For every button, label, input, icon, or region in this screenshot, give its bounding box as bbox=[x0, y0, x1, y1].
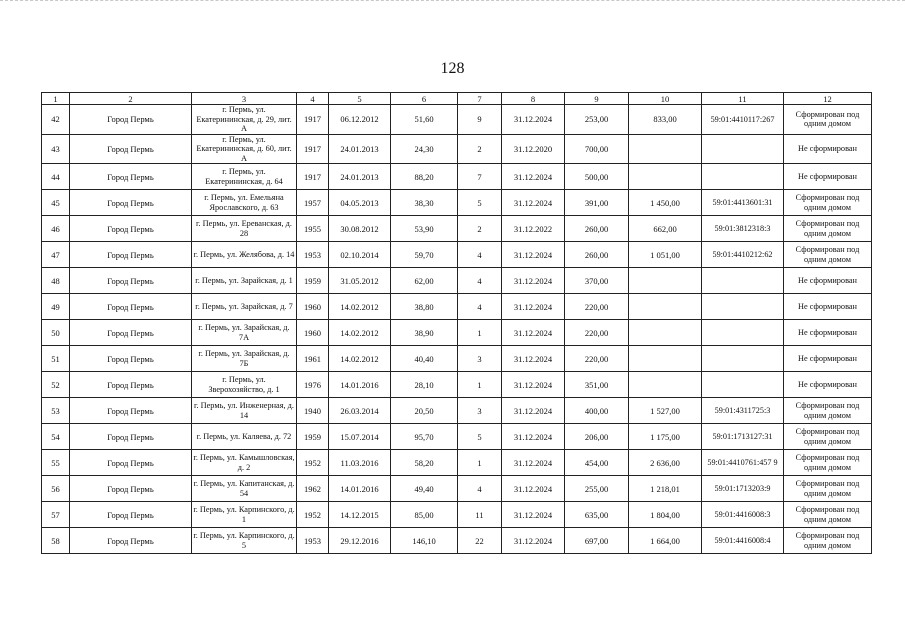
address-cell: г. Пермь, ул. Каляева, д. 72 bbox=[192, 424, 297, 450]
area-cell: 95,70 bbox=[391, 424, 458, 450]
area-cell: 58,20 bbox=[391, 450, 458, 476]
row-number-cell: 55 bbox=[42, 450, 70, 476]
deadline-cell: 31.12.2024 bbox=[502, 105, 565, 135]
recognition-date-cell: 30.08.2012 bbox=[329, 216, 391, 242]
address-cell: г. Пермь, ул. Емельяна Ярославского, д. 63 bbox=[192, 190, 297, 216]
address-cell: г. Пермь, ул. Екатерининская, д. 29, лит. А bbox=[192, 105, 297, 135]
cadastral-number-cell: 59:01:4410212:62 bbox=[702, 242, 784, 268]
land-status-cell: Не сформирован bbox=[784, 134, 872, 164]
value-col10-cell: 833,00 bbox=[629, 105, 702, 135]
build-year-cell: 1952 bbox=[297, 450, 329, 476]
recognition-date-cell: 14.01.2016 bbox=[329, 372, 391, 398]
table-row bbox=[42, 502, 872, 528]
land-status-cell: Не сформирован bbox=[784, 294, 872, 320]
municipality-cell: Город Пермь bbox=[70, 242, 192, 268]
header-cell: 5 bbox=[329, 93, 391, 105]
header-cell: 6 bbox=[391, 93, 458, 105]
area-cell: 85,00 bbox=[391, 502, 458, 528]
residents-count-cell: 4 bbox=[458, 476, 502, 502]
municipality-cell: Город Пермь bbox=[70, 294, 192, 320]
header-cell: 10 bbox=[629, 93, 702, 105]
header-cell: 1 bbox=[42, 93, 70, 105]
deadline-cell: 31.12.2024 bbox=[502, 528, 565, 554]
cadastral-number-cell bbox=[702, 320, 784, 346]
address-cell: г. Пермь, ул. Зарайская, д. 1 bbox=[192, 268, 297, 294]
area-cell: 59,70 bbox=[391, 242, 458, 268]
value-col9-cell: 351,00 bbox=[565, 372, 629, 398]
municipality-cell: Город Пермь bbox=[70, 372, 192, 398]
deadline-cell: 31.12.2020 bbox=[502, 134, 565, 164]
residents-count-cell: 22 bbox=[458, 528, 502, 554]
value-col10-cell bbox=[629, 294, 702, 320]
build-year-cell: 1940 bbox=[297, 398, 329, 424]
value-col9-cell: 220,00 bbox=[565, 294, 629, 320]
table-row bbox=[42, 216, 872, 242]
area-cell: 146,10 bbox=[391, 528, 458, 554]
area-cell: 53,90 bbox=[391, 216, 458, 242]
deadline-cell: 31.12.2024 bbox=[502, 450, 565, 476]
row-number-cell: 57 bbox=[42, 502, 70, 528]
value-col9-cell: 391,00 bbox=[565, 190, 629, 216]
residents-count-cell: 1 bbox=[458, 320, 502, 346]
value-col10-cell: 2 636,00 bbox=[629, 450, 702, 476]
value-col10-cell bbox=[629, 134, 702, 164]
land-status-cell: Сформирован под одним домом bbox=[784, 424, 872, 450]
residents-count-cell: 2 bbox=[458, 134, 502, 164]
municipality-cell: Город Пермь bbox=[70, 268, 192, 294]
build-year-cell: 1962 bbox=[297, 476, 329, 502]
area-cell: 88,20 bbox=[391, 164, 458, 190]
deadline-cell: 31.12.2024 bbox=[502, 320, 565, 346]
cadastral-number-cell bbox=[702, 294, 784, 320]
value-col10-cell bbox=[629, 268, 702, 294]
recognition-date-cell: 11.03.2016 bbox=[329, 450, 391, 476]
recognition-date-cell: 04.05.2013 bbox=[329, 190, 391, 216]
recognition-date-cell: 02.10.2014 bbox=[329, 242, 391, 268]
address-cell: г. Пермь, ул. Зарайская, д. 7Б bbox=[192, 346, 297, 372]
value-col9-cell: 260,00 bbox=[565, 216, 629, 242]
residents-count-cell: 7 bbox=[458, 164, 502, 190]
value-col10-cell: 1 527,00 bbox=[629, 398, 702, 424]
deadline-cell: 31.12.2024 bbox=[502, 268, 565, 294]
table-row bbox=[42, 398, 872, 424]
residents-count-cell: 4 bbox=[458, 242, 502, 268]
residents-count-cell: 3 bbox=[458, 346, 502, 372]
area-cell: 49,40 bbox=[391, 476, 458, 502]
cadastral-number-cell: 59:01:4416008:3 bbox=[702, 502, 784, 528]
deadline-cell: 31.12.2024 bbox=[502, 476, 565, 502]
deadline-cell: 31.12.2024 bbox=[502, 424, 565, 450]
cadastral-number-cell bbox=[702, 134, 784, 164]
residents-count-cell: 5 bbox=[458, 424, 502, 450]
area-cell: 24,30 bbox=[391, 134, 458, 164]
recognition-date-cell: 14.12.2015 bbox=[329, 502, 391, 528]
land-status-cell: Сформирован под одним домом bbox=[784, 528, 872, 554]
deadline-cell: 31.12.2024 bbox=[502, 164, 565, 190]
land-status-cell: Сформирован под одним домом bbox=[784, 450, 872, 476]
value-col9-cell: 220,00 bbox=[565, 320, 629, 346]
row-number-cell: 45 bbox=[42, 190, 70, 216]
municipality-cell: Город Пермь bbox=[70, 105, 192, 135]
header-cell: 12 bbox=[784, 93, 872, 105]
municipality-cell: Город Пермь bbox=[70, 450, 192, 476]
build-year-cell: 1917 bbox=[297, 134, 329, 164]
land-status-cell: Сформирован под одним домом bbox=[784, 476, 872, 502]
build-year-cell: 1959 bbox=[297, 424, 329, 450]
address-cell: г. Пермь, ул. Капитанская, д. 54 bbox=[192, 476, 297, 502]
area-cell: 62,00 bbox=[391, 268, 458, 294]
row-number-cell: 46 bbox=[42, 216, 70, 242]
value-col9-cell: 255,00 bbox=[565, 476, 629, 502]
value-col10-cell: 662,00 bbox=[629, 216, 702, 242]
build-year-cell: 1960 bbox=[297, 294, 329, 320]
recognition-date-cell: 31.05.2012 bbox=[329, 268, 391, 294]
page-number: 128 bbox=[440, 60, 465, 77]
address-cell: г. Пермь, ул. Желябова, д. 14 bbox=[192, 242, 297, 268]
build-year-cell: 1917 bbox=[297, 105, 329, 135]
area-cell: 38,90 bbox=[391, 320, 458, 346]
value-col9-cell: 700,00 bbox=[565, 134, 629, 164]
value-col9-cell: 253,00 bbox=[565, 105, 629, 135]
build-year-cell: 1976 bbox=[297, 372, 329, 398]
build-year-cell: 1917 bbox=[297, 164, 329, 190]
land-status-cell: Сформирован под одним домом bbox=[784, 242, 872, 268]
value-col10-cell bbox=[629, 372, 702, 398]
row-number-cell: 52 bbox=[42, 372, 70, 398]
build-year-cell: 1957 bbox=[297, 190, 329, 216]
value-col9-cell: 206,00 bbox=[565, 424, 629, 450]
land-status-cell: Не сформирован bbox=[784, 372, 872, 398]
land-status-cell: Не сформирован bbox=[784, 268, 872, 294]
municipality-cell: Город Пермь bbox=[70, 134, 192, 164]
address-cell: г. Пермь, ул. Зарайская, д. 7А bbox=[192, 320, 297, 346]
table-row bbox=[42, 268, 872, 294]
deadline-cell: 31.12.2022 bbox=[502, 216, 565, 242]
row-number-cell: 42 bbox=[42, 105, 70, 135]
address-cell: г. Пермь, ул. Карпинского, д. 5 bbox=[192, 528, 297, 554]
area-cell: 38,30 bbox=[391, 190, 458, 216]
recognition-date-cell: 14.01.2016 bbox=[329, 476, 391, 502]
value-col10-cell: 1 450,00 bbox=[629, 190, 702, 216]
header-row bbox=[42, 93, 872, 105]
land-status-cell: Сформирован под одним домом bbox=[784, 105, 872, 135]
value-col10-cell bbox=[629, 164, 702, 190]
row-number-cell: 53 bbox=[42, 398, 70, 424]
deadline-cell: 31.12.2024 bbox=[502, 242, 565, 268]
row-number-cell: 44 bbox=[42, 164, 70, 190]
municipality-cell: Город Пермь bbox=[70, 476, 192, 502]
value-col9-cell: 260,00 bbox=[565, 242, 629, 268]
address-cell: г. Пермь, ул. Екатерининская, д. 64 bbox=[192, 164, 297, 190]
address-cell: г. Пермь, ул. Зверохозяйство, д. 1 bbox=[192, 372, 297, 398]
header-cell: 11 bbox=[702, 93, 784, 105]
row-number-cell: 47 bbox=[42, 242, 70, 268]
header-cell: 8 bbox=[502, 93, 565, 105]
address-cell: г. Пермь, ул. Камышловская, д. 2 bbox=[192, 450, 297, 476]
table-row bbox=[42, 134, 872, 164]
cadastral-number-cell: 59:01:4413601:31 bbox=[702, 190, 784, 216]
residents-count-cell: 11 bbox=[458, 502, 502, 528]
cadastral-number-cell bbox=[702, 372, 784, 398]
header-cell: 9 bbox=[565, 93, 629, 105]
area-cell: 38,80 bbox=[391, 294, 458, 320]
residents-count-cell: 4 bbox=[458, 268, 502, 294]
row-number-cell: 56 bbox=[42, 476, 70, 502]
row-number-cell: 43 bbox=[42, 134, 70, 164]
land-status-cell: Сформирован под одним домом bbox=[784, 502, 872, 528]
residents-count-cell: 1 bbox=[458, 372, 502, 398]
municipality-cell: Город Пермь bbox=[70, 398, 192, 424]
build-year-cell: 1961 bbox=[297, 346, 329, 372]
residents-count-cell: 4 bbox=[458, 294, 502, 320]
area-cell: 51,60 bbox=[391, 105, 458, 135]
cadastral-number-cell: 59:01:4410761:457 9 bbox=[702, 450, 784, 476]
value-col9-cell: 697,00 bbox=[565, 528, 629, 554]
deadline-cell: 31.12.2024 bbox=[502, 294, 565, 320]
municipality-cell: Город Пермь bbox=[70, 190, 192, 216]
scan-top-edge bbox=[0, 0, 905, 3]
value-col10-cell bbox=[629, 320, 702, 346]
deadline-cell: 31.12.2024 bbox=[502, 502, 565, 528]
build-year-cell: 1959 bbox=[297, 268, 329, 294]
deadline-cell: 31.12.2024 bbox=[502, 346, 565, 372]
value-col9-cell: 370,00 bbox=[565, 268, 629, 294]
municipality-cell: Город Пермь bbox=[70, 528, 192, 554]
recognition-date-cell: 24.01.2013 bbox=[329, 164, 391, 190]
cadastral-number-cell: 59:01:1713127:31 bbox=[702, 424, 784, 450]
header-cell: 7 bbox=[458, 93, 502, 105]
table-row bbox=[42, 320, 872, 346]
land-status-cell: Сформирован под одним домом bbox=[784, 190, 872, 216]
header-cell: 2 bbox=[70, 93, 192, 105]
area-cell: 40,40 bbox=[391, 346, 458, 372]
build-year-cell: 1952 bbox=[297, 502, 329, 528]
table-row bbox=[42, 450, 872, 476]
value-col10-cell: 1 664,00 bbox=[629, 528, 702, 554]
table-row bbox=[42, 476, 872, 502]
row-number-cell: 51 bbox=[42, 346, 70, 372]
value-col10-cell: 1 175,00 bbox=[629, 424, 702, 450]
cadastral-number-cell bbox=[702, 164, 784, 190]
value-col9-cell: 635,00 bbox=[565, 502, 629, 528]
value-col10-cell bbox=[629, 346, 702, 372]
land-status-cell: Не сформирован bbox=[784, 320, 872, 346]
municipality-cell: Город Пермь bbox=[70, 502, 192, 528]
header-cell: 3 bbox=[192, 93, 297, 105]
table-row bbox=[42, 164, 872, 190]
value-col9-cell: 400,00 bbox=[565, 398, 629, 424]
value-col10-cell: 1 804,00 bbox=[629, 502, 702, 528]
recognition-date-cell: 14.02.2012 bbox=[329, 320, 391, 346]
residents-count-cell: 3 bbox=[458, 398, 502, 424]
land-status-cell: Сформирован под одним домом bbox=[784, 216, 872, 242]
row-number-cell: 50 bbox=[42, 320, 70, 346]
deadline-cell: 31.12.2024 bbox=[502, 372, 565, 398]
build-year-cell: 1960 bbox=[297, 320, 329, 346]
residents-count-cell: 2 bbox=[458, 216, 502, 242]
header-cell: 4 bbox=[297, 93, 329, 105]
residents-count-cell: 9 bbox=[458, 105, 502, 135]
table-row bbox=[42, 346, 872, 372]
value-col9-cell: 500,00 bbox=[565, 164, 629, 190]
municipality-cell: Город Пермь bbox=[70, 216, 192, 242]
row-number-cell: 58 bbox=[42, 528, 70, 554]
cadastral-number-cell: 59:01:4311725:3 bbox=[702, 398, 784, 424]
housing-table bbox=[41, 92, 872, 554]
build-year-cell: 1953 bbox=[297, 242, 329, 268]
row-number-cell: 54 bbox=[42, 424, 70, 450]
table-row bbox=[42, 424, 872, 450]
municipality-cell: Город Пермь bbox=[70, 424, 192, 450]
row-number-cell: 48 bbox=[42, 268, 70, 294]
land-status-cell: Сформирован под одним домом bbox=[784, 398, 872, 424]
recognition-date-cell: 14.02.2012 bbox=[329, 346, 391, 372]
table-row bbox=[42, 190, 872, 216]
recognition-date-cell: 29.12.2016 bbox=[329, 528, 391, 554]
build-year-cell: 1955 bbox=[297, 216, 329, 242]
deadline-cell: 31.12.2024 bbox=[502, 190, 565, 216]
address-cell: г. Пермь, ул. Зарайская, д. 7 bbox=[192, 294, 297, 320]
municipality-cell: Город Пермь bbox=[70, 346, 192, 372]
table-row bbox=[42, 105, 872, 135]
land-status-cell: Не сформирован bbox=[784, 346, 872, 372]
land-status-cell: Не сформирован bbox=[784, 164, 872, 190]
recognition-date-cell: 14.02.2012 bbox=[329, 294, 391, 320]
value-col10-cell: 1 218,01 bbox=[629, 476, 702, 502]
recognition-date-cell: 26.03.2014 bbox=[329, 398, 391, 424]
address-cell: г. Пермь, ул. Карпинского, д. 1 bbox=[192, 502, 297, 528]
value-col10-cell: 1 051,00 bbox=[629, 242, 702, 268]
value-col9-cell: 454,00 bbox=[565, 450, 629, 476]
build-year-cell: 1953 bbox=[297, 528, 329, 554]
cadastral-number-cell bbox=[702, 268, 784, 294]
municipality-cell: Город Пермь bbox=[70, 164, 192, 190]
municipality-cell: Город Пермь bbox=[70, 320, 192, 346]
address-cell: г. Пермь, ул. Екатерининская, д. 60, лит. А bbox=[192, 134, 297, 164]
cadastral-number-cell: 59:01:1713203:9 bbox=[702, 476, 784, 502]
cadastral-number-cell: 59:01:3812318:3 bbox=[702, 216, 784, 242]
row-number-cell: 49 bbox=[42, 294, 70, 320]
table-row bbox=[42, 294, 872, 320]
cadastral-number-cell: 59:01:4410117:267 bbox=[702, 105, 784, 135]
area-cell: 20,50 bbox=[391, 398, 458, 424]
address-cell: г. Пермь, ул. Инженерная, д. 14 bbox=[192, 398, 297, 424]
residents-count-cell: 5 bbox=[458, 190, 502, 216]
deadline-cell: 31.12.2024 bbox=[502, 398, 565, 424]
table-row bbox=[42, 372, 872, 398]
cadastral-number-cell: 59:01:4416008:4 bbox=[702, 528, 784, 554]
recognition-date-cell: 06.12.2012 bbox=[329, 105, 391, 135]
value-col9-cell: 220,00 bbox=[565, 346, 629, 372]
table-row bbox=[42, 242, 872, 268]
recognition-date-cell: 24.01.2013 bbox=[329, 134, 391, 164]
cadastral-number-cell bbox=[702, 346, 784, 372]
address-cell: г. Пермь, ул. Ереванская, д. 28 bbox=[192, 216, 297, 242]
residents-count-cell: 1 bbox=[458, 450, 502, 476]
area-cell: 28,10 bbox=[391, 372, 458, 398]
recognition-date-cell: 15.07.2014 bbox=[329, 424, 391, 450]
table-row bbox=[42, 528, 872, 554]
